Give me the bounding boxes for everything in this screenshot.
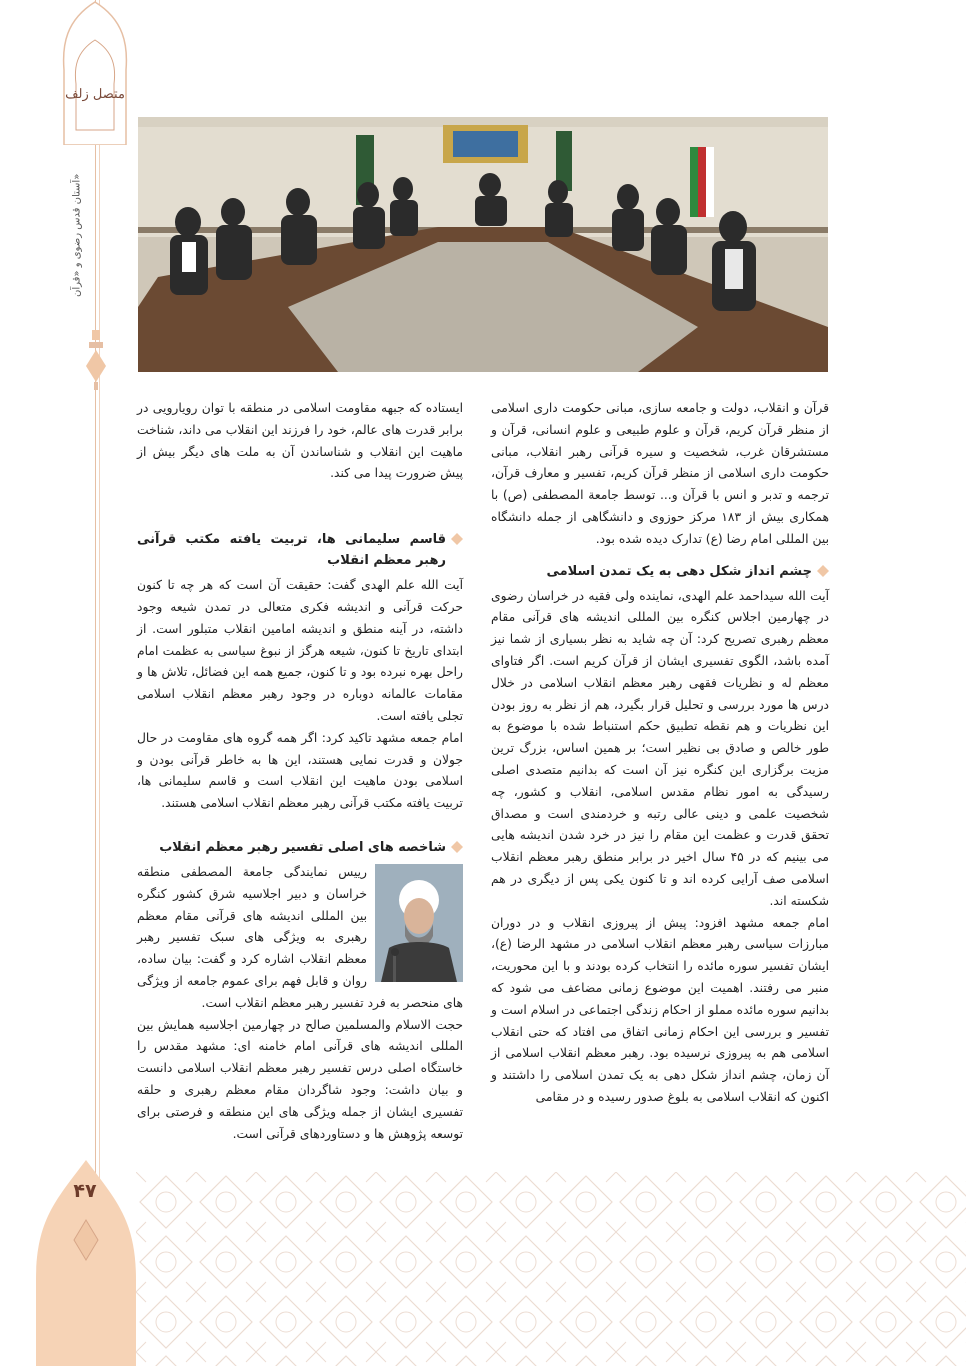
heading-bullet-icon — [451, 841, 463, 853]
heading-text: قاسم سلیمانی ها، تربیت یافته مکتب قرآنی رهبر معظم انقلاب — [137, 532, 446, 569]
bottom-ornament-pattern — [136, 1172, 966, 1366]
section-side-label — [66, 150, 88, 320]
magazine-logo — [56, 0, 134, 145]
heading-bullet-icon — [817, 565, 829, 577]
right-paragraph-2: امام جمعه مشهد افزود: پیش از پیروزی انقلاب و در دوران مبارزات سیاسی رهبر معظم انقلاب اسلامی در مشهد الرضا (ع)، ایشان تفسیر سوره مائده را انتخاب کرده بودند و با این محوریت، منبر می رفتند. اهمیت این موضوع زمانی مضاعف می شود که بدانیم سوره مائده مملو از احکام زندگی اجتماعی در اسلام است و تفسیر و بررسی این احکام زمانی اتفاق می افتاد که حتی انقلاب اسلامی هم به پیروزی نرسیده بود. رهبر معظم انقلاب اسلامی از آن زمان، چشم انداز شکل دهی به یک تمدن اسلامی را داشتند و اکنون که انقلاب اسلامی به بلوغ صدور رسیده و در مقامی — [491, 915, 829, 1104]
section-heading — [491, 561, 829, 582]
page-number: ۴۷ — [73, 1180, 97, 1202]
heading-text: چشم انداز شکل دهی به یک تمدن اسلامی — [546, 563, 812, 579]
left-intro-paragraph: ایستاده که جبهه مقاومت اسلامی در منطقه با توان رویارویی در برابر قدرت های عالم، خود را فرزند این انقلاب می داند، شناخت ماهیت این انقلاب و شناساندن آن به ملت های دیگر بیش از پیش ضرورت پیدا می کند. — [137, 401, 463, 481]
left-paragraph-3: رییس نمایندگی جامعة المصطفی منطقه خراسان و دبیر اجلاسیه شرق کشور کنگره بین المللی اندیشه های قرآنی مقام معظم رهبری به ویژگی های سبک تفسیر رهبر معظم انقلاب اشاره کرد و گفت: بیان ساده، روان و قابل فهم برای عموم جامعه از ویژگی های منحصر به فرد تفسیر رهبر معظم انقلاب است. — [137, 864, 463, 1010]
right-paragraph-1: آیت الله سیداحمد علم الهدی، نماینده ولی فقیه در خراسان رضوی در چهارمین اجلاس کنگره بین المللی اندیشه های قرآنی مقام معظم رهبری تصریح کرد: آن چه شاید به نظر بسیاری از شما نیز آمده باشد، الگوی تفسیری ایشان از قرآن کریم است. اگر فتاوای معظم له و نظریات فقهی رهبر معظم انقلاب اسلامی در خلال درس ها مورد بررسی و تحلیل قرار بگیرد، هم از نظر به روز بودن این نظریات و هم نقطه تطبیق حکم استنباط شده با موضوع به طور خالص و صادق بی نظیر است؛ بر همین اساس، بزرگ ترین مزیت برگزاری این کنگره نیز آن است که بدانیم متصدی اصلی رسیدگی به امور نظام مقدس اسلامی، انقلاب و کشور، چه شخصیت علمی و دینی عالی رتبه و خردمندی است و مصداق تحقق قدرت و عظمت این مقام را نیز در خرد شدن اندیشه هایی می بینیم که در ۴۵ سال اخیر در برابر منطق رهبر معظم انقلاب اسلامی صف آرایی کرده اند و تا کنون یکی پس از دیگری در هم شکسته اند. — [491, 588, 829, 908]
left-text-column — [137, 398, 463, 1145]
section-heading — [137, 529, 463, 571]
left-paragraph-4: حجت الاسلام والمسلمین صالح در چهارمین اجلاسیه همایش بین المللی اندیشه های قرآنی امام خامنه ای: مشهد مقدس را خاستگاه اصلی درس تفسیر رهبر معظم انقلاب اسلامی دانست و بیان داشت: وجود شاگردان مقام معظم رهبری و حلقه تفسیری ایشان از جمله ویژگی های این منطقه و فرصتی برای توسعه پژوهش ها و دستاوردهای قرآنی است. — [137, 1017, 463, 1141]
right-text-column — [491, 398, 829, 1109]
heading-bullet-icon — [451, 533, 463, 545]
side-ornament — [84, 330, 108, 390]
meeting-photo — [138, 117, 828, 372]
side-label-text: آستان قدس رضوی و «قرآن» — [71, 173, 83, 297]
section-heading — [137, 837, 463, 858]
left-paragraph-1: آیت الله علم الهدی گفت: حقیقت آن است که هر چه تا کنون حرکت قرآنی و اندیشه فکری متعالی در تمدن شیعه وجود داشته، در آینه منطق و اندیشه امامین انقلاب متبلور است. از ابتدای تاریخ تا کنون، شیعه هرگز از نبوغ سیاسی به عظمت امام راحل بهره نبرده بود و تا کنون، جمیع همه این فضائل، تلاش ها و مقامات عالمانه دوباره در وجود رهبر معظم انقلاب اسلامی تجلی یافته است. — [137, 578, 463, 723]
left-paragraph-2: امام جمعه مشهد تاکید کرد: اگر همه گروه های مقاومت در حال جولان و قدرت نمایی هستند، این ها به خاطر قرآنی بودن و اسلامی بودن ماهیت این انقلاب است و قاسم سلیمانی ها، تربیت یافته مکتب قرآنی رهبر معظم انقلاب اسلامی هستند. — [137, 730, 463, 811]
heading-text: شاخصه های اصلی تفسیر رهبر معظم انقلاب — [159, 839, 446, 855]
speaker-portrait — [375, 864, 463, 982]
logo-text: متصل زلف — [65, 87, 125, 102]
right-intro-paragraph: قرآن و انقلاب، دولت و جامعه سازی، مبانی حکومت داری اسلامی از منظر قرآن کریم، قرآن و علوم طبیعی و علوم انسانی، قرآن و مستشرقان غرب، شخصیت و سیره قرآنی رهبر انقلاب، مبانی حکومت داری اسلامی از منظر قرآن کریم، تفسیر و معارف قرآن، ترجمه و تدبر و انس با قرآن و... توسط جامعة المصطفی (ص) با همکاری بیش از ۱۸۳ مرکز حوزوی و دانشگاهی از جمله دانشگاه بین المللی امام رضا (ع) تدارک دیده شده بود. — [491, 401, 829, 546]
